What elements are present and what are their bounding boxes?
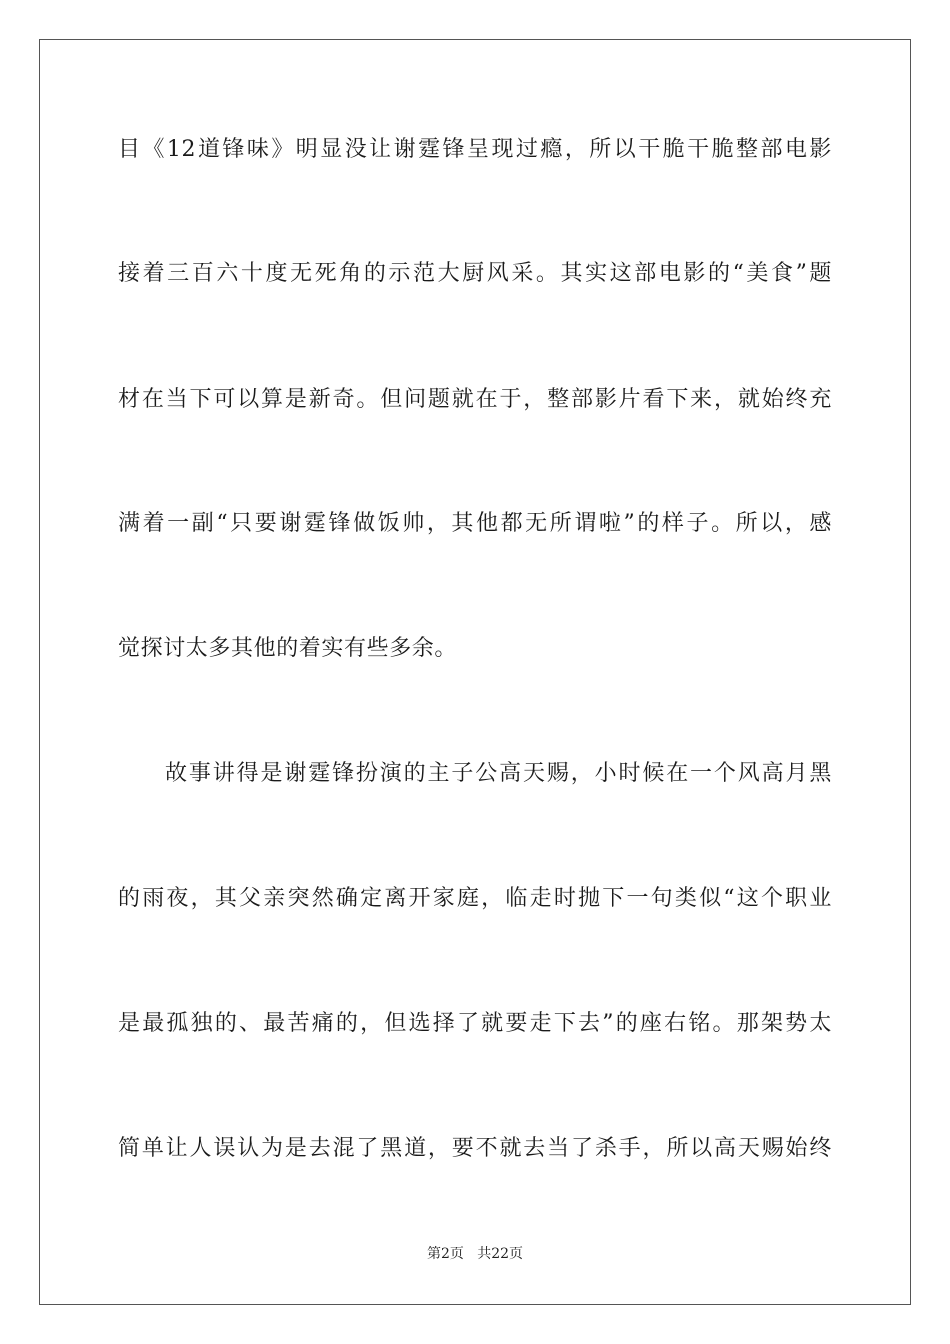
body-text-line: 满着一副“只要谢霆锋做饭帅，其他都无所谓啦”的样子。所以，感 [118,511,832,536]
page-border [39,39,911,1305]
body-text-line: 目《12道锋味》明显没让谢霆锋呈现过瘾，所以干脆干脆整部电影 [118,137,832,162]
body-text-line: 接着三百六十度无死角的示范大厨风采。其实这部电影的“美食”题 [118,261,832,286]
body-text-line: 简单让人误认为是去混了黑道，要不就去当了杀手，所以高天赐始终 [118,1136,832,1161]
page-number-footer: 第2页 共22页 [426,1246,524,1262]
paragraph-first-line: 故事讲得是谢霆锋扮演的主子公高天赐，小时候在一个风高月黑 [165,761,832,786]
body-text-line: 是最孤独的、最苦痛的，但选择了就要走下去”的座右铭。那架势太 [118,1011,832,1036]
body-text-line: 的雨夜，其父亲突然确定离开家庭，临走时抛下一句类似“这个职业 [118,886,832,911]
body-text-line: 觉探讨太多其他的着实有些多余。 [118,636,458,661]
body-text-line: 材在当下可以算是新奇。但问题就在于，整部影片看下来，就始终充 [118,387,832,412]
